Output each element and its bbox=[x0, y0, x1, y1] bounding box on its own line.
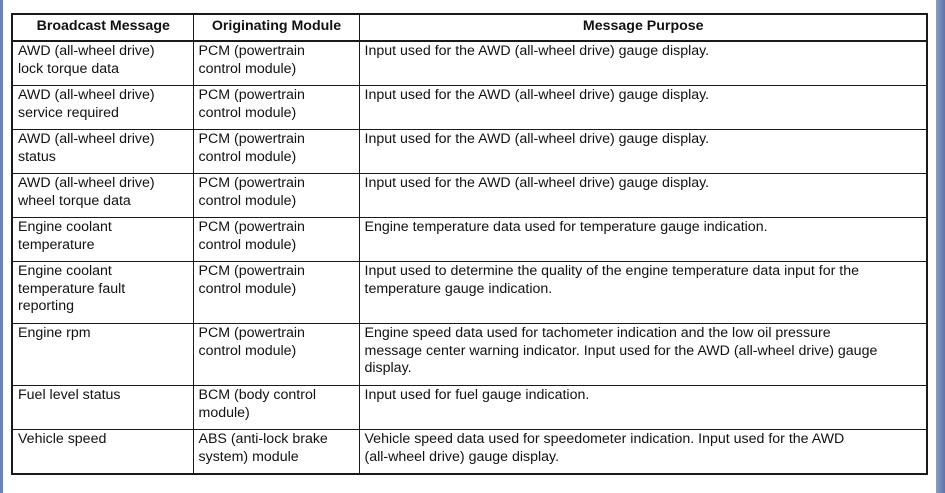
table-row bbox=[12, 262, 927, 324]
table-row bbox=[12, 41, 927, 86]
table-row bbox=[12, 86, 927, 130]
table-row bbox=[12, 324, 927, 386]
cell-originating-module: PCM (powertrain control module) bbox=[193, 86, 359, 130]
cell-broadcast-message: Engine coolant temperature fault reporting bbox=[12, 262, 193, 324]
cell-broadcast-message: AWD (all-wheel drive) status bbox=[12, 130, 193, 174]
cell-message-purpose: Input used for the AWD (all-wheel drive) gauge display. bbox=[359, 86, 927, 130]
table-row bbox=[12, 174, 927, 218]
cell-message-purpose: Input used to determine the quality of the engine temperature data input for the temperature gauge indication. bbox=[359, 262, 927, 324]
table-header-row bbox=[12, 14, 927, 41]
cell-message-purpose: Engine temperature data used for temperature gauge indication. bbox=[359, 218, 927, 262]
cell-originating-module: ABS (anti-lock brake system) module bbox=[193, 430, 359, 475]
cell-broadcast-message: Vehicle speed bbox=[12, 430, 193, 475]
table-row bbox=[12, 130, 927, 174]
cell-originating-module: PCM (powertrain control module) bbox=[193, 130, 359, 174]
header-broadcast-message: Broadcast Message bbox=[12, 14, 193, 41]
cell-message-purpose: Input used for the AWD (all-wheel drive) gauge display. bbox=[359, 174, 927, 218]
header-originating-module: Originating Module bbox=[193, 14, 359, 41]
table-row bbox=[12, 386, 927, 430]
header-message-purpose: Message Purpose bbox=[359, 14, 927, 41]
document-page bbox=[3, 0, 936, 493]
cell-broadcast-message: AWD (all-wheel drive) lock torque data bbox=[12, 41, 193, 86]
cell-message-purpose: Input used for the AWD (all-wheel drive) gauge display. bbox=[359, 130, 927, 174]
cell-message-purpose: Input used for the AWD (all-wheel drive) gauge display. bbox=[359, 41, 927, 86]
broadcast-message-table bbox=[11, 13, 928, 475]
cell-broadcast-message: Engine coolant temperature bbox=[12, 218, 193, 262]
cell-broadcast-message: AWD (all-wheel drive) service required bbox=[12, 86, 193, 130]
cell-message-purpose: Engine speed data used for tachometer indication and the low oil pressure message center warning indicator. Input used for the AWD (all-wheel drive) gauge display. bbox=[359, 324, 927, 386]
cell-broadcast-message: Engine rpm bbox=[12, 324, 193, 386]
cell-message-purpose: Vehicle speed data used for speedometer indication. Input used for the AWD (all-wheel drive) gauge display. bbox=[359, 430, 927, 475]
cell-broadcast-message: Fuel level status bbox=[12, 386, 193, 430]
cell-message-purpose: Input used for fuel gauge indication. bbox=[359, 386, 927, 430]
table-row bbox=[12, 218, 927, 262]
cell-originating-module: PCM (powertrain control module) bbox=[193, 41, 359, 86]
table-row bbox=[12, 430, 927, 475]
window-scroll-edge bbox=[936, 0, 945, 493]
cell-originating-module: PCM (powertrain control module) bbox=[193, 262, 359, 324]
cell-originating-module: PCM (powertrain control module) bbox=[193, 324, 359, 386]
cell-broadcast-message: AWD (all-wheel drive) wheel torque data bbox=[12, 174, 193, 218]
cell-originating-module: BCM (body control module) bbox=[193, 386, 359, 430]
cell-originating-module: PCM (powertrain control module) bbox=[193, 174, 359, 218]
cell-originating-module: PCM (powertrain control module) bbox=[193, 218, 359, 262]
